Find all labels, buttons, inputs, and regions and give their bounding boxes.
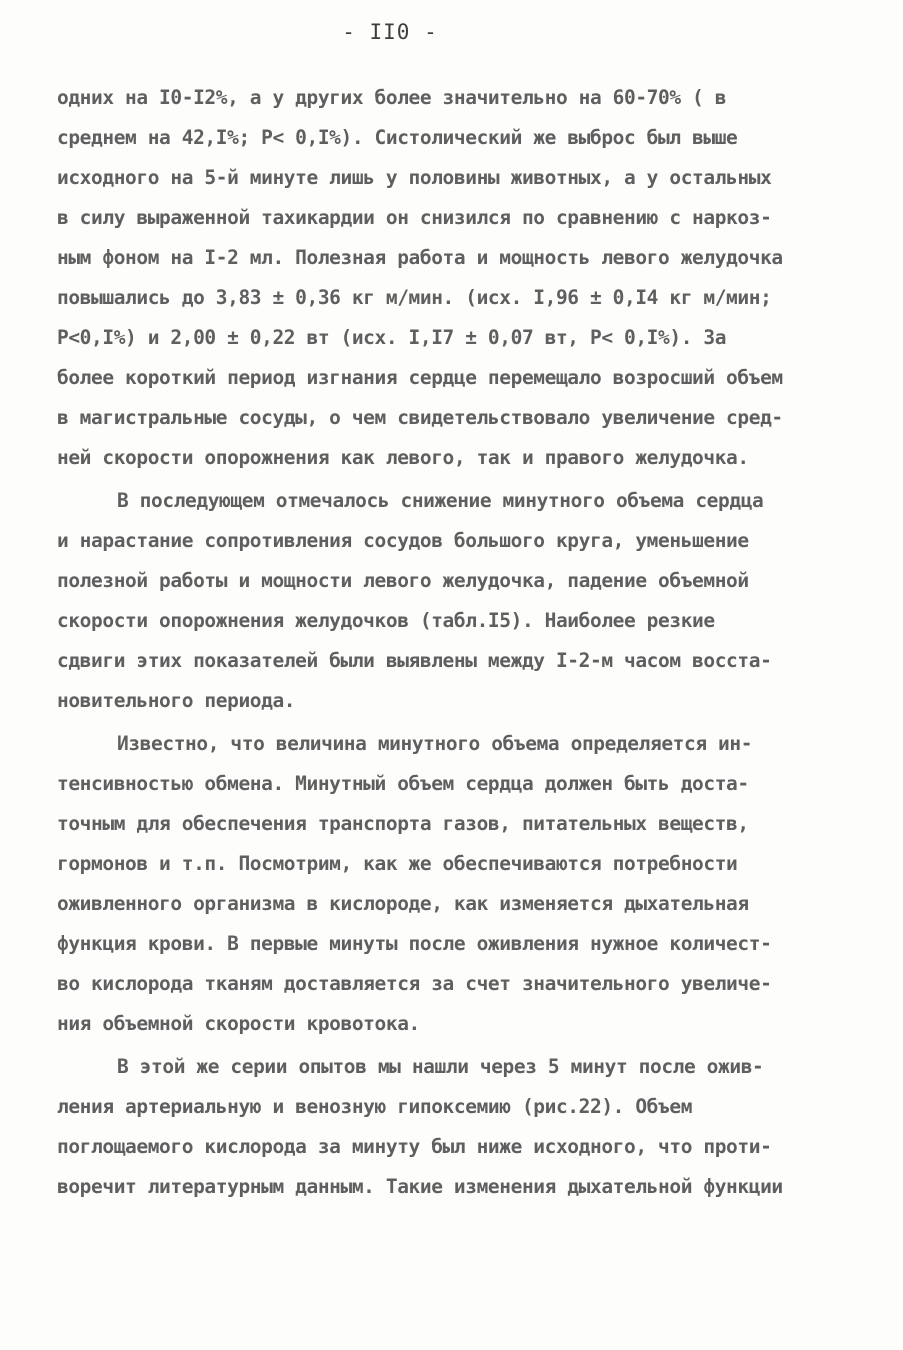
- text-line: функция крови. В первые минуты после оживления нужное количест-: [57, 932, 772, 955]
- text-line: скорости опорожнения желудочков (табл.I5). Наиболее резкие: [57, 609, 715, 632]
- text-line: одних на I0-I2%, а у других более значительно на 60-70% ( в: [57, 86, 727, 109]
- text-line: ным фоном на I-2 мл. Полезная работа и мощность левого желудочка: [57, 246, 783, 269]
- text-line: повышались до 3,83 ± 0,36 кг м/мин. (исх. I,96 ± 0,I4 кг м/мин;: [57, 286, 772, 309]
- text-line: поглощаемого кислорода за минуту был ниже исходного, что проти-: [57, 1135, 772, 1158]
- text-line: ней скорости опорожнения как левого, так и правого желудочка.: [57, 446, 749, 469]
- text-line: и нарастание сопротивления сосудов большого круга, уменьшение: [57, 529, 749, 552]
- text-line: более короткий период изгнания сердце перемещало возросший объем: [57, 366, 783, 389]
- text-line: P<0,I%) и 2,00 ± 0,22 вт (исх. I,I7 ± 0,07 вт, P< 0,I%). За: [57, 326, 727, 349]
- page-number: - II0 -: [342, 20, 438, 44]
- text-line: исходного на 5-й минуте лишь у половины животных, а у остальных: [57, 166, 772, 189]
- text-line: в магистральные сосуды, о чем свидетельствовало увеличение сред-: [57, 406, 783, 429]
- text-line: воречит литературным данным. Такие изменения дыхательной функции: [57, 1175, 783, 1198]
- paragraph-first-line: В последующем отмечалось снижение минутного объема сердца: [117, 489, 764, 512]
- text-line: точным для обеспечения транспорта газов, питательных веществ,: [57, 812, 749, 835]
- text-line: в силу выраженной тахикардии он снизился по сравнению с наркоз-: [57, 206, 772, 229]
- text-line: ления артериальную и венозную гипоксемию (рис.22). Объем: [57, 1095, 693, 1118]
- text-line: среднем на 42,I%; P< 0,I%). Систолический же выброс был выше: [57, 126, 738, 149]
- text-line: гормонов и т.п. Посмотрим, как же обеспечиваются потребности: [57, 852, 738, 875]
- text-line: полезной работы и мощности левого желудочка, падение объемной: [57, 569, 749, 592]
- text-line: во кислорода тканям доставляется за счет значительного увеличе-: [57, 972, 772, 995]
- text-line: тенсивностью обмена. Минутный объем сердца должен быть доста-: [57, 772, 749, 795]
- text-line: оживленного организма в кислороде, как изменяется дыхательная: [57, 892, 749, 915]
- text-line: сдвиги этих показателей были выявлены между I-2-м часом восста-: [57, 649, 772, 672]
- paragraph-first-line: Известно, что величина минутного объема определяется ин-: [117, 732, 753, 755]
- text-line: новительного периода.: [57, 689, 296, 712]
- text-line: ния объемной скорости кровотока.: [57, 1012, 420, 1035]
- paragraph-first-line: В этой же серии опытов мы нашли через 5 минут после ожив-: [117, 1055, 764, 1078]
